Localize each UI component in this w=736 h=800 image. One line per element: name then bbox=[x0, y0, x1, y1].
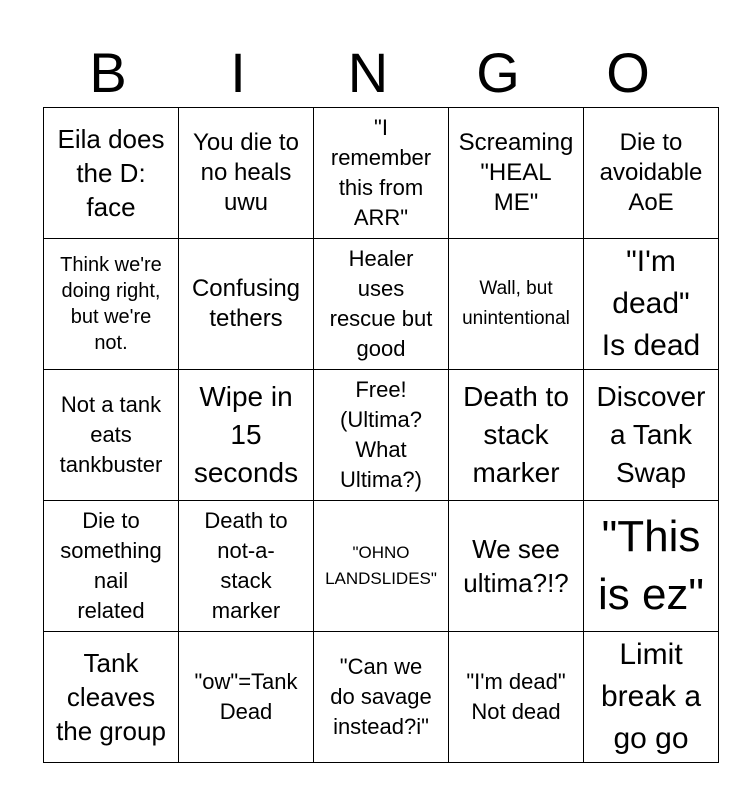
header-letter-b: B bbox=[89, 41, 127, 104]
header-letter-g: G bbox=[476, 41, 520, 104]
bingo-row bbox=[44, 632, 719, 763]
bingo-cell[interactable]: Confusing tethers bbox=[179, 239, 314, 370]
bingo-cell[interactable]: "I remember this from ARR" bbox=[314, 108, 449, 239]
header-letter-n: N bbox=[347, 41, 389, 104]
bingo-cell[interactable]: Death to stack marker bbox=[449, 370, 584, 501]
bingo-cell[interactable]: Die to avoidable AoE bbox=[584, 108, 719, 239]
bingo-cell[interactable]: You die to no heals uwu bbox=[179, 108, 314, 239]
header-letter-i: I bbox=[230, 41, 246, 104]
bingo-cell[interactable]: "ow"=Tank Dead bbox=[179, 632, 314, 763]
bingo-cell[interactable]: "OHNO LANDSLIDES" bbox=[314, 501, 449, 632]
bingo-cell[interactable]: "I'm dead" Is dead bbox=[584, 239, 719, 370]
bingo-cell[interactable]: Limit break a go go bbox=[584, 632, 719, 763]
bingo-cell[interactable]: Free! (Ultima? What Ultima?) bbox=[314, 370, 449, 501]
bingo-cell[interactable]: Screaming "HEAL ME" bbox=[449, 108, 584, 239]
bingo-cell[interactable]: We see ultima?!? bbox=[449, 501, 584, 632]
bingo-cell[interactable]: Think we're doing right, but we're not. bbox=[44, 239, 179, 370]
bingo-cell[interactable]: Healer uses rescue but good bbox=[314, 239, 449, 370]
bingo-cell[interactable]: Wipe in 15 seconds bbox=[179, 370, 314, 501]
bingo-row bbox=[44, 108, 719, 239]
bingo-row bbox=[44, 239, 719, 370]
bingo-row bbox=[44, 501, 719, 632]
bingo-cell[interactable]: Not a tank eats tankbuster bbox=[44, 370, 179, 501]
bingo-cell[interactable]: Eila does the D: face bbox=[44, 108, 179, 239]
bingo-row bbox=[44, 370, 719, 501]
bingo-cell[interactable]: "This is ez" bbox=[584, 501, 719, 632]
bingo-cell[interactable]: "I'm dead" Not dead bbox=[449, 632, 584, 763]
bingo-cell[interactable]: Discover a Tank Swap bbox=[584, 370, 719, 501]
bingo-cell[interactable]: Death to not-a- stack marker bbox=[179, 501, 314, 632]
bingo-cell[interactable]: Tank cleaves the group bbox=[44, 632, 179, 763]
bingo-cell[interactable]: "Can we do savage instead?i" bbox=[314, 632, 449, 763]
bingo-grid bbox=[43, 107, 719, 763]
bingo-cell[interactable]: Wall, but unintentional bbox=[449, 239, 584, 370]
bingo-header bbox=[43, 40, 693, 106]
bingo-cell[interactable]: Die to something nail related bbox=[44, 501, 179, 632]
header-letter-o: O bbox=[606, 41, 650, 104]
